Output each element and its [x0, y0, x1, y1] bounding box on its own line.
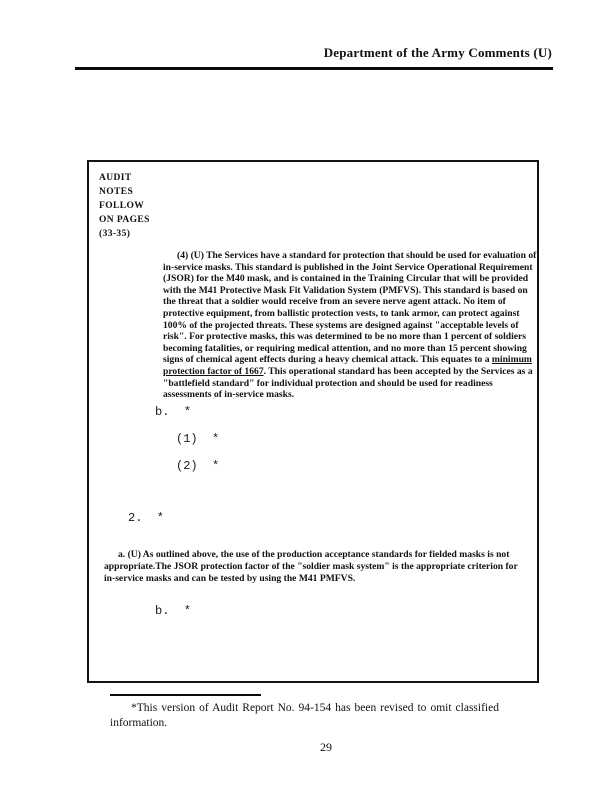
item-2-redacted: 2. * [128, 511, 165, 525]
paragraph-4-text-after: . This operational standard has been accepted by the Services as a "battlefield standard" for individual protection and should be used for readiness assessments of in-service masks. [163, 365, 533, 401]
audit-note-line: FOLLOW [99, 201, 145, 211]
audit-notes-box [87, 160, 539, 683]
page-number: 29 [320, 740, 332, 754]
audit-note-line: ON PAGES [99, 215, 150, 225]
paragraph-4 [163, 250, 539, 401]
paragraph-a: a. (U) As outlined above, the use of the production acceptance standards for fielded masks is not appropriate.The JSOR protection factor of the "soldier mask system" is the appropriate criterion for in-service masks and can be tested by using the M41 PMFVS. [104, 549, 518, 584]
item-b-1-redacted: (1) * [176, 432, 220, 446]
header-rule [75, 67, 553, 70]
item-b-2-redacted: (2) * [176, 459, 220, 473]
audit-note-line: AUDIT [99, 173, 132, 183]
item-b-second-redacted: b. * [155, 604, 192, 618]
item-b-redacted: b. * [155, 405, 192, 419]
audit-note-line: NOTES [99, 187, 134, 197]
paragraph-4-underlined-phrase: minimum protection factor of 1667 [163, 354, 532, 377]
page-header-title: Department of the Army Comments (U) [323, 45, 552, 60]
audit-note-line: (33-35) [99, 229, 131, 239]
audit-note-label [99, 171, 150, 241]
footnote-text: *This version of Audit Report No. 94-154 has been revised to omit classified information. [110, 702, 499, 729]
paragraph-4-text-before: (4) (U) The Services have a standard for protection that should be used for evaluation of in-service masks. This standard is published in the Joint Service Operational Requirement (JSOR) for the M40 mask, and is contained in the Training Circular that will be provided with the M41 Protective Mask Fit Validation System (PMFVS). This standard is based on the threat that a soldier would receive from an severe nerve agent attack. No item of protective equipment, from ballistic protection vests, to tank armor, can protect against 100% of the projected threats. These systems are designed against "acceptable levels of risk". For protective masks, this was determined to be no more than 1 percent of soldiers becoming fatalities, or requiring medical attention, and no more than 15 percent showing signs of chemical agent effects during a heavy chemical attack. This equates to a [163, 250, 537, 366]
footnote-rule [110, 694, 261, 696]
